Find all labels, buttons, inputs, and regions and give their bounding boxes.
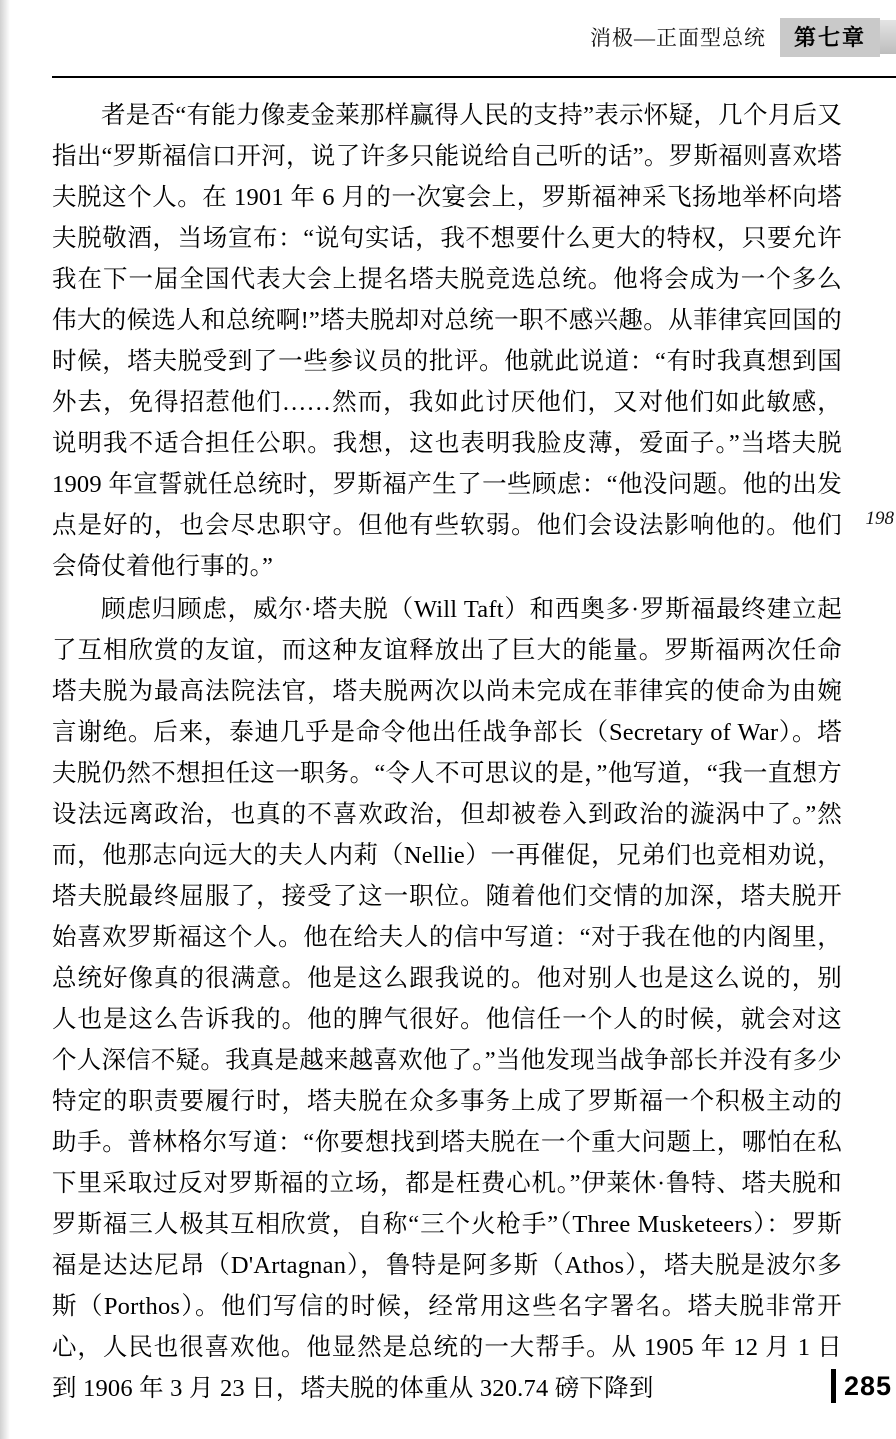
header-inner [590,18,896,56]
page-edge-shadow [0,0,10,1439]
page-header [0,18,896,60]
chapter-label-tail [880,20,896,54]
page-footer [831,1369,892,1403]
chapter-label: 第七章 [780,18,880,57]
running-title: 消极—正面型总统 [589,26,766,50]
footer-rule [831,1369,836,1403]
page-number: 285 [843,1370,892,1401]
page-content [52,95,842,1409]
paragraph-1: 者是否“有能力像麦金莱那样赢得人民的支持”表示怀疑，几个月后又指出“罗斯福信口开河，说了许多只能说给自己听的话”。罗斯福则喜欢塔夫脱这个人。在 1901 年 6 月的一次宴会上，罗斯福神采飞扬地举杯向塔夫脱敬酒，当场宣布：“说句实话，我不想要什么更大的特权，只要允许我在下一届全国代表大会上提名塔夫脱竞选总统。他将会成为一个多么伟大的候选人和总统啊!”塔夫脱却对总统一职不感兴趣。从菲律宾回国的时候，塔夫脱受到了一些参议员的批评。他就此说道：“有时我真想到国外去，免得招惹他们……然而，我如此讨厌他们，又对他们如此敏感，说明我不适合担任公职。我想，这也表明我脸皮薄，爱面子。”当塔夫脱 1909 年宣誓就任总统时，罗斯福产生了一些顾虑：“他没问题。他的出发点是好的，也会尽忠职守。但他有些软弱。他们会设法影响他的。他们会倚仗着他行事的。” [52,102,842,580]
header-rule [52,76,896,78]
paragraph-2: 顾虑归顾虑，威尔·塔夫脱（Will Taft）和西奥多·罗斯福最终建立起了互相欣赏的友谊，而这种友谊释放出了巨大的能量。罗斯福两次任命塔夫脱为最高法院法官，塔夫脱两次以尚未完成在菲律宾的使命为由婉言谢绝。后来，泰迪几乎是命令他出任战争部长（Secretary of War）。塔夫脱仍然不想担任这一职务。“令人不可思议的是，”他写道，“我一直想方设法远离政治，也真的不喜欢政治，但却被卷入到政治的漩涡中了。”然而，他那志向远大的夫人内莉（Nellie）一再催促，兄弟们也竞相劝说，塔夫脱最终屈服了，接受了这一职位。随着他们交情的加深，塔夫脱开始喜欢罗斯福这个人。他在给夫人的信中写道：“对于我在他的内阁里，总统好像真的很满意。他是这么跟我说的。他对别人也是这么说的，别人也是这么告诉我的。他的脾气很好。他信任一个人的时候，就会对这个人深信不疑。我真是越来越喜欢他了。”当他发现当战争部长并没有多少特定的职责要履行时，塔夫脱在众多事务上成了罗斯福一个积极主动的助手。普林格尔写道：“你要想找到塔夫脱在一个重大问题上，哪怕在私下里采取过反对罗斯福的立场，都是枉费心机。”伊莱休·鲁特、塔夫脱和罗斯福三人极其互相欣赏，自称“三个火枪手”（Three Musketeers）：罗斯福是达达尼昂（D'Artagnan），鲁特是阿多斯（Athos），塔夫脱是波尔多斯（Porthos）。他们写信的时候，经常用这些名字署名。塔夫脱非常开心，人民也很喜欢他。他显然是总统的一大帮手。从 1905 年 12 月 1 日到 1906 年 3 月 23 日，塔夫脱的体重从 320.74 磅下降到 [52,596,842,1402]
margin-note-page-ref: 198 [865,508,894,529]
